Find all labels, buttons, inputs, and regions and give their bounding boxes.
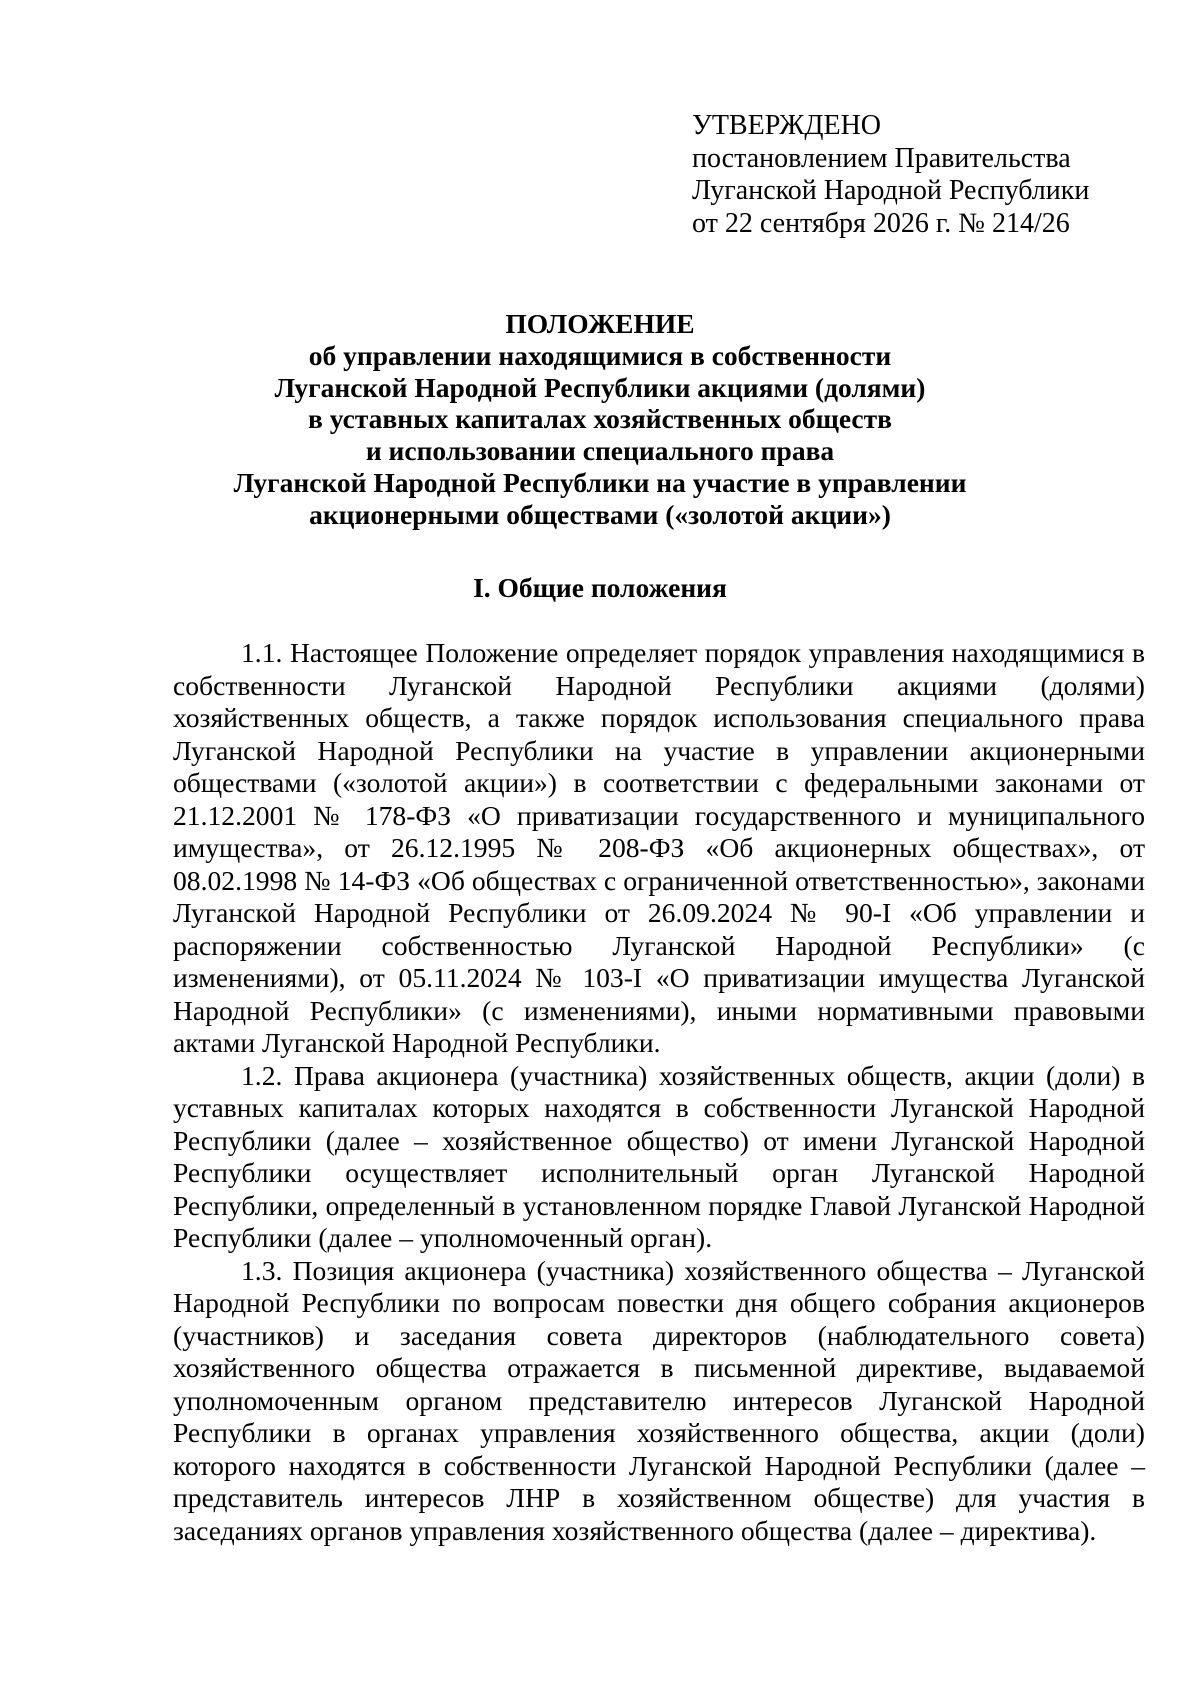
document-title bbox=[150, 308, 1050, 531]
document-title-line: и использовании специального права bbox=[365, 435, 835, 467]
document-title-line: в уставных капиталах хозяйственных обществ bbox=[308, 403, 892, 435]
document-title-line: акционерными обществами («золотой акции») bbox=[309, 498, 891, 530]
document-title-line: Луганской Народной Республики на участие в управлении bbox=[233, 466, 967, 498]
document-title-line: об управлении находящимися в собственности bbox=[308, 339, 892, 371]
approval-date-number: от 22 сентября 2026 г. № 214/26 bbox=[692, 207, 1070, 239]
document-body bbox=[173, 637, 1145, 1547]
approval-label: УТВЕРЖДЕНО bbox=[692, 110, 882, 141]
paragraph-1-2: 1.2. Права акционера (участника) хозяйственных обществ, акции (доли) в уставных капиталах которых находятся в собственности Луганской Народной Республики (далее – хозяйственное общество) от имени Луганской Народной Республики осуществляет исполнительный орган Луганской Народной Республики, определенный в установленном порядке Главой Луганской Народной Республики (далее – уполномоченный орган). bbox=[173, 1059, 1145, 1253]
approval-republic: Луганской Народной Республики bbox=[692, 175, 1090, 206]
document-title-line: Луганской Народной Республики акциями (долями) bbox=[274, 371, 926, 403]
document-title-heading: ПОЛОЖЕНИЕ bbox=[505, 308, 695, 339]
section-heading: I. Общие положения bbox=[473, 572, 727, 603]
paragraph-1-3: 1.3. Позиция акционера (участника) хозяйственного общества – Луганской Народной Республики по вопросам повестки дня общего собрания акционеров (участников) и заседания совета директоров (наблюдательного совета) хозяйственного общества отражается в письменной директиве, выдаваемой уполномоченным органом представителю интересов Луганской Народной Республики в органах управления хозяйственного общества, акции (доли) которого находятся в собственности Луганской Народной Республики (далее – представитель интересов ЛНР в хозяйственном обществе) для участия в заседаниях органов управления хозяйственного общества (далее – директива). bbox=[173, 1254, 1145, 1546]
approval-authority: постановлением Правительства bbox=[692, 142, 1071, 174]
approval-stamp bbox=[692, 110, 1089, 240]
paragraph-1-1: 1.1. Настоящее Положение определяет порядок управления находящимися в собственности Луганской Народной Республики акциями (долями) хозяйственных обществ, а также порядок использования специального права Луганской Народной Республики на участие в управлении акционерными обществами («золотой акции») в соответствии с федеральными законами от 21.12.2001 № 178-ФЗ «О приватизации государственного и муниципального имущества», от 26.12.1995 № 208-ФЗ «Об акционерных обществах», от 08.02.1998 № 14-ФЗ «Об обществах с ограниченной ответственностью», законами Луганской Народной Республики от 26.09.2024 № 90-I «Об управлении и распоряжении собственностью Луганской Народной Республики» (с изменениями), от 05.11.2024 № 103-I «О приватизации имущества Луганской Народной Республики» (с изменениями), иными нормативными правовыми актами Луганской Народной Республики. bbox=[173, 637, 1145, 1058]
